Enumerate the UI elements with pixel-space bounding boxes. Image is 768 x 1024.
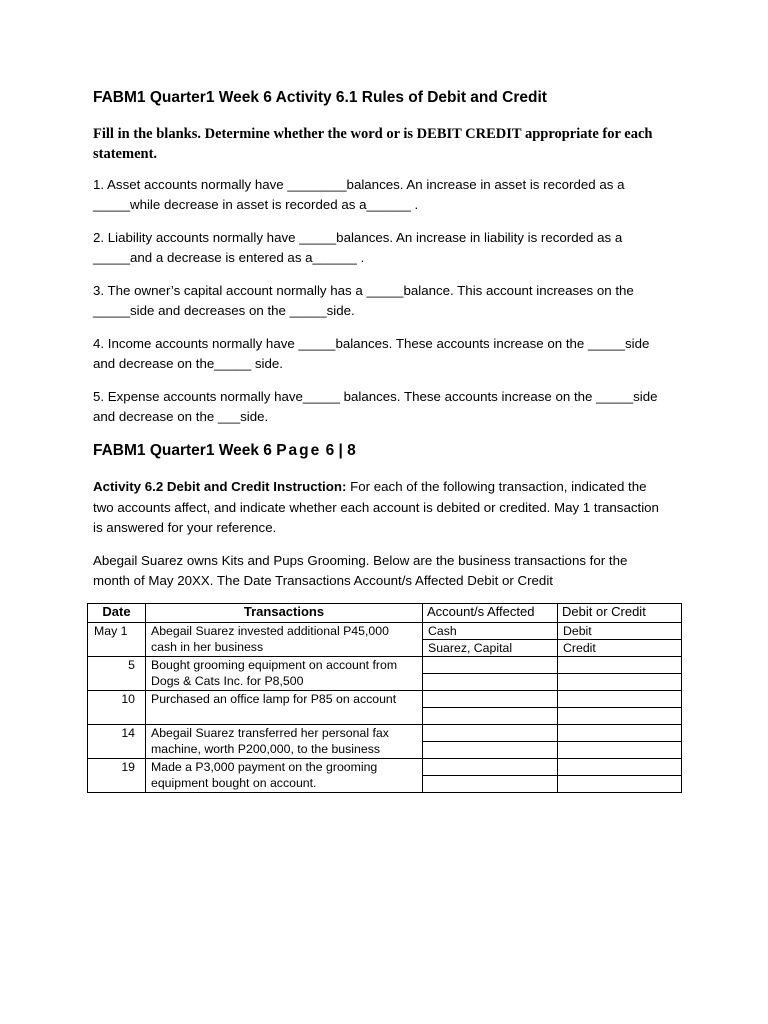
row-account-2[interactable] xyxy=(423,708,558,725)
table-row xyxy=(88,657,682,674)
statement-4: 4. Income accounts normally have _____balances. These accounts increase on the _____side and decrease on the_____ side. xyxy=(93,336,650,371)
row-debit-credit-2[interactable]: Credit xyxy=(558,640,682,657)
transactions-table xyxy=(87,603,682,793)
statement-3: 3. The owner’s capital account normally has a _____balance. This account increases on the _____side and decreases on the _____side. xyxy=(93,283,634,318)
row-account-1[interactable] xyxy=(423,691,558,708)
row-account-1[interactable] xyxy=(423,657,558,674)
business-context: Abegail Suarez owns Kits and Pups Grooming. Below are the business transactions for the month of May 20XX. The Date Transactions Account/s Affected Debit or Credit xyxy=(93,553,628,588)
row-transaction: Made a P3,000 payment on the grooming equipment bought on account. xyxy=(146,759,423,793)
row-account-2[interactable] xyxy=(423,776,558,793)
row-date: 10 xyxy=(88,691,146,725)
row-debit-credit-2[interactable] xyxy=(558,776,682,793)
row-account-1[interactable] xyxy=(423,759,558,776)
table-row xyxy=(88,725,682,742)
table-header-row xyxy=(88,604,682,623)
row-account-1[interactable]: Cash xyxy=(423,623,558,640)
fill-in-instruction: Fill in the blanks. Determine whether the word or is DEBIT CREDIT appropriate for each statement. xyxy=(93,126,653,162)
header-date: Date xyxy=(88,604,146,623)
row-transaction: Abegail Suarez invested additional P45,000 cash in her business xyxy=(146,623,423,657)
row-debit-credit-1[interactable] xyxy=(558,657,682,674)
row-transaction: Abegail Suarez transferred her personal fax machine, worth P200,000, to the business xyxy=(146,725,423,759)
row-account-2[interactable]: Suarez, Capital xyxy=(423,640,558,657)
page-label xyxy=(93,442,693,460)
row-transaction: Bought grooming equipment on account from Dogs & Cats Inc. for P8,500 xyxy=(146,657,423,691)
document-title: FABM1 Quarter1 Week 6 Activity 6.1 Rules of Debit and Credit xyxy=(93,89,547,106)
page-label-prefix: FABM1 Quarter1 Week 6 xyxy=(93,442,277,459)
page-label-page-word: Page xyxy=(276,442,322,459)
row-debit-credit-2[interactable] xyxy=(558,708,682,725)
row-account-2[interactable] xyxy=(423,674,558,691)
row-date: 14 xyxy=(88,725,146,759)
table-row xyxy=(88,691,682,708)
row-debit-credit-1[interactable]: Debit xyxy=(558,623,682,640)
table-row xyxy=(88,759,682,776)
activity-text: For each of the following transaction, indicated the two accounts affect, and indicate whether each account is debited or credited. May 1 transaction is answered for your reference. xyxy=(93,479,659,535)
row-debit-credit-1[interactable] xyxy=(558,725,682,742)
row-debit-credit-1[interactable] xyxy=(558,691,682,708)
row-debit-credit-1[interactable] xyxy=(558,759,682,776)
statement-2: 2. Liability accounts normally have _____balances. An increase in liability is recorded as a _____and a decrease is entered as a______ . xyxy=(93,230,623,265)
header-transactions: Transactions xyxy=(146,604,423,623)
activity-lead: Activity 6.2 Debit and Credit Instruction: xyxy=(93,479,347,494)
row-account-1[interactable] xyxy=(423,725,558,742)
row-date: 5 xyxy=(88,657,146,691)
statement-1: 1. Asset accounts normally have ________balances. An increase in asset is recorded as a _____while decrease in asset is recorded as a______ . xyxy=(93,177,625,212)
header-accounts-affected: Account/s Affected xyxy=(423,604,558,623)
row-date: 19 xyxy=(88,759,146,793)
row-transaction: Purchased an office lamp for P85 on account xyxy=(146,691,423,725)
row-debit-credit-2[interactable] xyxy=(558,674,682,691)
row-account-2[interactable] xyxy=(423,742,558,759)
row-debit-credit-2[interactable] xyxy=(558,742,682,759)
page-label-number: 6 | 8 xyxy=(321,442,356,459)
header-debit-or-credit: Debit or Credit xyxy=(558,604,682,623)
statement-5: 5. Expense accounts normally have_____ balances. These accounts increase on the _____side and decrease on the ___side. xyxy=(93,389,658,424)
table-row xyxy=(88,623,682,640)
row-date: May 1 xyxy=(88,623,146,657)
activity-instruction xyxy=(93,477,668,539)
